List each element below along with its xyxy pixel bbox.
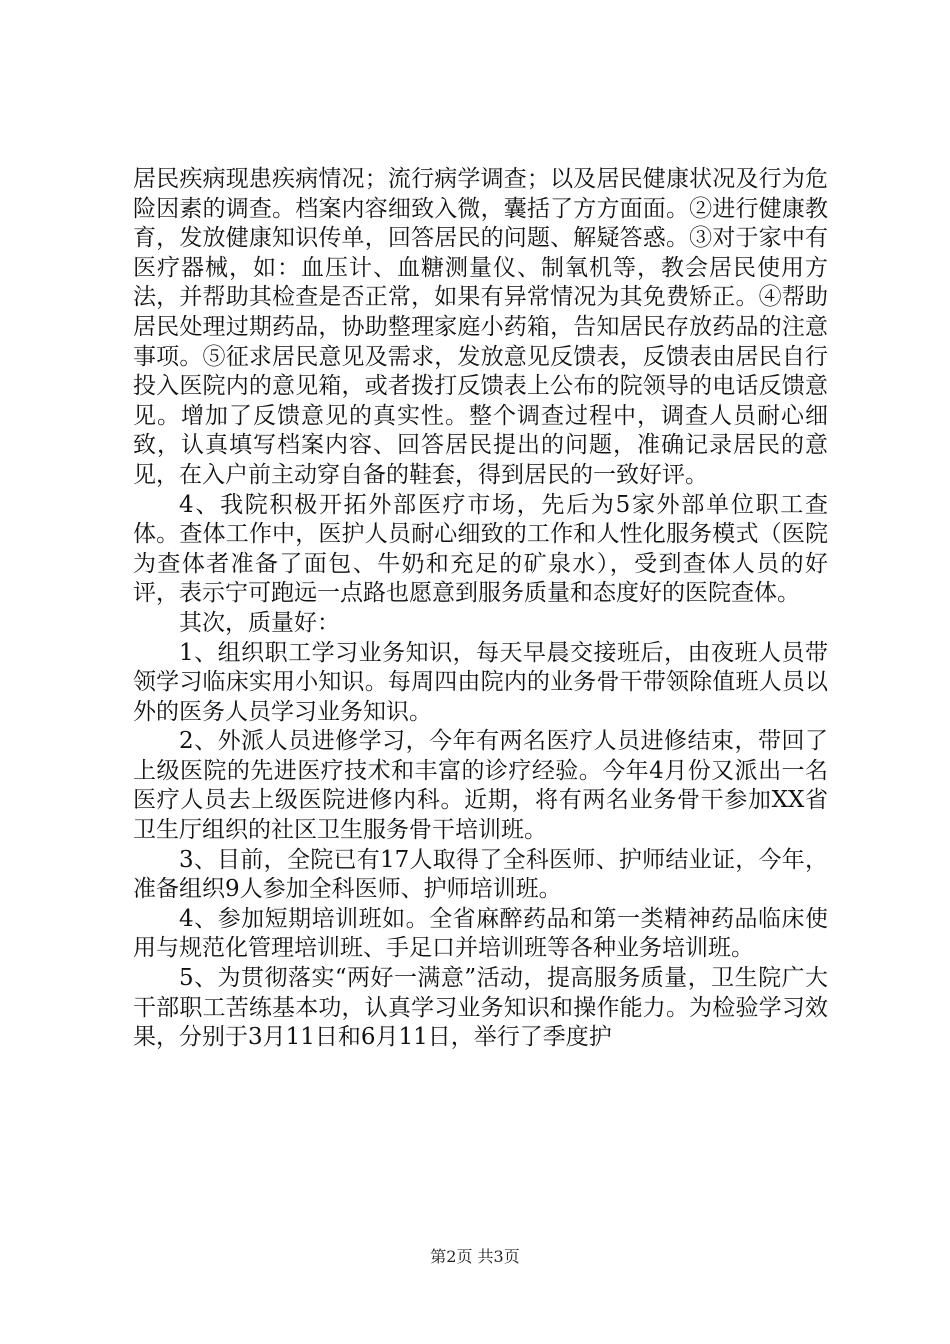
- paragraph-short-term-training: 4、参加短期培训班如。全省麻醉药品和第一类精神药品临床使用与规范化管理培训班、手足口并培训班等各种业务培训班。: [133, 905, 828, 962]
- document-body: [133, 165, 828, 1053]
- paragraph-external-study: 2、外派人员进修学习，今年有两名医疗人员进修结束，带回了上级医院的先进医疗技术和丰富的诊疗经验。今年4月份又派出一名医疗人员去上级医院进修内科。近期，将有两名业务骨干参加XX省卫生厅组织的社区卫生服务骨干培训班。: [133, 728, 828, 844]
- paragraph-external-checkups: 4、我院积极开拓外部医疗市场，先后为5家外部单位职工查体。查体工作中，医护人员耐心细致的工作和人性化服务模式（医院为查体者准备了面包、牛奶和充足的矿泉水），受到查体人员的好评，表示宁可跑远一点路也愿意到服务质量和态度好的医院查体。: [133, 491, 828, 607]
- page-number-label: 第2页 共3页: [430, 1247, 520, 1266]
- page-footer: [0, 1244, 950, 1267]
- paragraph-staff-training: 1、组织职工学习业务知识，每天早晨交接班后，由夜班人员带领学习临床实用小知识。每周四由院内的业务骨干带领除值班人员以外的医务人员学习业务知识。: [133, 639, 828, 725]
- paragraph-general-practice-certificates: 3、目前，全院已有17人取得了全科医师、护师结业证，今年，准备组织9人参加全科医师、护师培训班。: [133, 846, 828, 903]
- paragraph-resident-survey: 居民疾病现患疾病情况；流行病学调查；以及居民健康状况及行为危险因素的调查。档案内容细致入微，囊括了方方面面。②进行健康教育，发放健康知识传单，回答居民的问题、解疑答惑。③对于家中有医疗器械，如：血压计、血糖测量仪、制氧机等，教会居民使用方法，并帮助其检查是否正常，如果有异常情况为其免费矫正。④帮助居民处理过期药品，协助整理家庭小药箱，告知居民存放药品的注意事项。⑤征求居民意见及需求，发放意见反馈表，反馈表由居民自行投入医院内的意见箱，或者拨打反馈表上公布的院领导的电话反馈意见。增加了反馈意见的真实性。整个调查过程中，调查人员耐心细致，认真填写档案内容、回答居民提出的问题，准确记录居民的意见，在入户前主动穿自备的鞋套，得到居民的一致好评。: [133, 166, 828, 488]
- paragraph-quality-heading: 其次，质量好：: [179, 609, 340, 636]
- paragraph-two-good-one-satisfied: 5、为贯彻落实“两好一满意”活动，提高服务质量，卫生院广大干部职工苦练基本功，认真学习业务知识和操作能力。为检验学习效果，分别于3月11日和6月11日，举行了季度护: [133, 965, 828, 1051]
